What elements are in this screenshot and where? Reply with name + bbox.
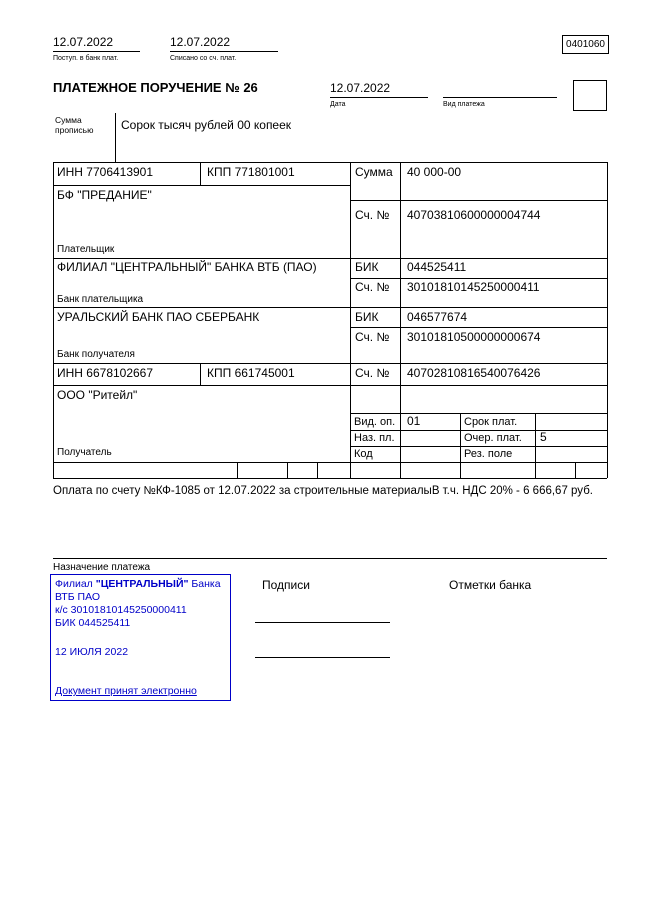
divider [330,97,428,98]
payer-bank-section-label: Банк плательщика [57,294,144,305]
payee-account: 40702810816540076426 [407,366,541,380]
table-divider [53,363,607,364]
table-divider [350,413,607,414]
due-date-label: Срок плат. [464,416,518,428]
signatures-label: Подписи [262,578,310,592]
divider [53,558,607,559]
table-divider [53,162,607,163]
divider [115,113,116,162]
table-divider [237,462,238,478]
debited-date: 12.07.2022 [170,35,231,49]
table-divider [53,185,350,186]
table-divider [350,446,607,447]
date-label: Дата [330,101,346,108]
table-divider [53,258,607,259]
payer-bank-bik: 044525411 [407,260,467,274]
amount-in-words-label: Сумма прописью [55,115,94,135]
divider [53,51,140,52]
payee-account-label: Сч. № [355,366,390,380]
table-divider [575,462,576,478]
received-date: 12.07.2022 [53,35,114,49]
table-divider [535,413,536,478]
table-divider [53,385,607,386]
table-divider [350,278,607,279]
payee-bank-account: 30101810500000000674 [407,330,541,344]
payment-kind-box [573,80,607,111]
payer-bank-name: ФИЛИАЛ "ЦЕНТРАЛЬНЫЙ" БАНКА ВТБ (ПАО) [57,260,317,274]
payer-inn: ИНН 7706413901 [57,165,154,179]
table-divider [607,162,608,478]
stamp-bank-name-bold: "ЦЕНТРАЛЬНЫЙ" [95,578,189,590]
payee-bank-bik-label: БИК [355,310,379,324]
stamp-bank-name-prefix: Филиал [55,578,96,590]
table-divider [350,162,351,478]
stamp-bank-name-line2: ВТБ ПАО [55,591,101,603]
payee-bank-section-label: Банк получателя [57,349,135,360]
payer-account-label: Сч. № [355,208,390,222]
amount-value: 40 000-00 [407,165,462,179]
payee-kpp: КПП 661745001 [207,366,295,380]
table-divider [287,462,288,478]
priority-label: Очер. плат. [464,432,522,444]
payer-kpp: КПП 771801001 [207,165,295,179]
stamp-corr-account: к/с 30101810145250000411 [55,604,187,616]
payer-bank-account-label: Сч. № [355,280,390,294]
document-title: ПЛАТЕЖНОЕ ПОРУЧЕНИЕ № 26 [53,80,258,95]
debited-date-label: Списано со сч. плат. [170,55,237,62]
op-kind-label: Вид. оп. [354,416,396,428]
payee-section-label: Получатель [57,447,112,458]
payer-bank-account: 30101810145250000411 [407,280,540,294]
payee-bank-bik: 046577674 [407,310,468,324]
received-date-label: Поступ. в банк плат. [53,55,119,62]
table-divider [53,478,607,479]
divider [443,97,557,98]
payer-bank-bik-label: БИК [355,260,379,274]
table-divider [350,430,607,431]
bank-stamp [50,574,231,701]
bank-marks-label: Отметки банка [449,578,532,592]
payment-purpose-text: Оплата по счету №КФ-1085 от 12.07.2022 за строительные материалыВ т.ч. НДС 20% - 6 666,67 руб. [53,485,593,497]
table-divider [200,363,201,385]
stamp-bank-name-line1 [55,578,221,590]
table-divider [53,307,607,308]
table-divider [350,200,607,201]
code-label: Код [354,448,373,460]
priority-value: 5 [540,430,547,444]
stamp-date: 12 ИЮЛЯ 2022 [55,646,129,658]
table-divider [53,462,607,463]
payee-name: ООО "Ритейл" [57,388,138,402]
payee-bank-name: УРАЛЬСКИЙ БАНК ПАО СБЕРБАНК [57,310,260,324]
signature-line [255,657,390,658]
table-divider [350,327,607,328]
signature-line [255,622,390,623]
payer-section-label: Плательщик [57,244,115,255]
purpose-code-label: Наз. пл. [354,432,395,444]
op-kind-value: 01 [407,414,421,428]
stamp-bank-name-rest: Банка [188,578,221,590]
table-divider [200,162,201,185]
payer-name: БФ "ПРЕДАНИЕ" [57,188,152,202]
stamp-bik: БИК 044525411 [55,617,131,629]
table-divider [317,462,318,478]
divider [170,51,278,52]
table-divider [53,162,54,478]
payee-bank-account-label: Сч. № [355,330,390,344]
payment-kind-label: Вид платежа [443,101,485,108]
document-date: 12.07.2022 [330,81,391,95]
payee-inn: ИНН 6678102667 [57,366,154,380]
stamp-note: Документ принят электронно [55,685,197,697]
payer-account: 40703810600000004744 [407,208,541,222]
reserve-field-label: Рез. поле [464,448,513,460]
amount-in-words-value: Сорок тысяч рублей 00 копеек [121,118,292,132]
payment-purpose-section-label: Назначение платежа [53,562,151,573]
form-code: 0401060 [566,39,605,50]
form-code-box [562,35,609,54]
table-divider [400,162,401,478]
table-divider [460,413,461,478]
amount-label: Сумма [355,165,393,179]
